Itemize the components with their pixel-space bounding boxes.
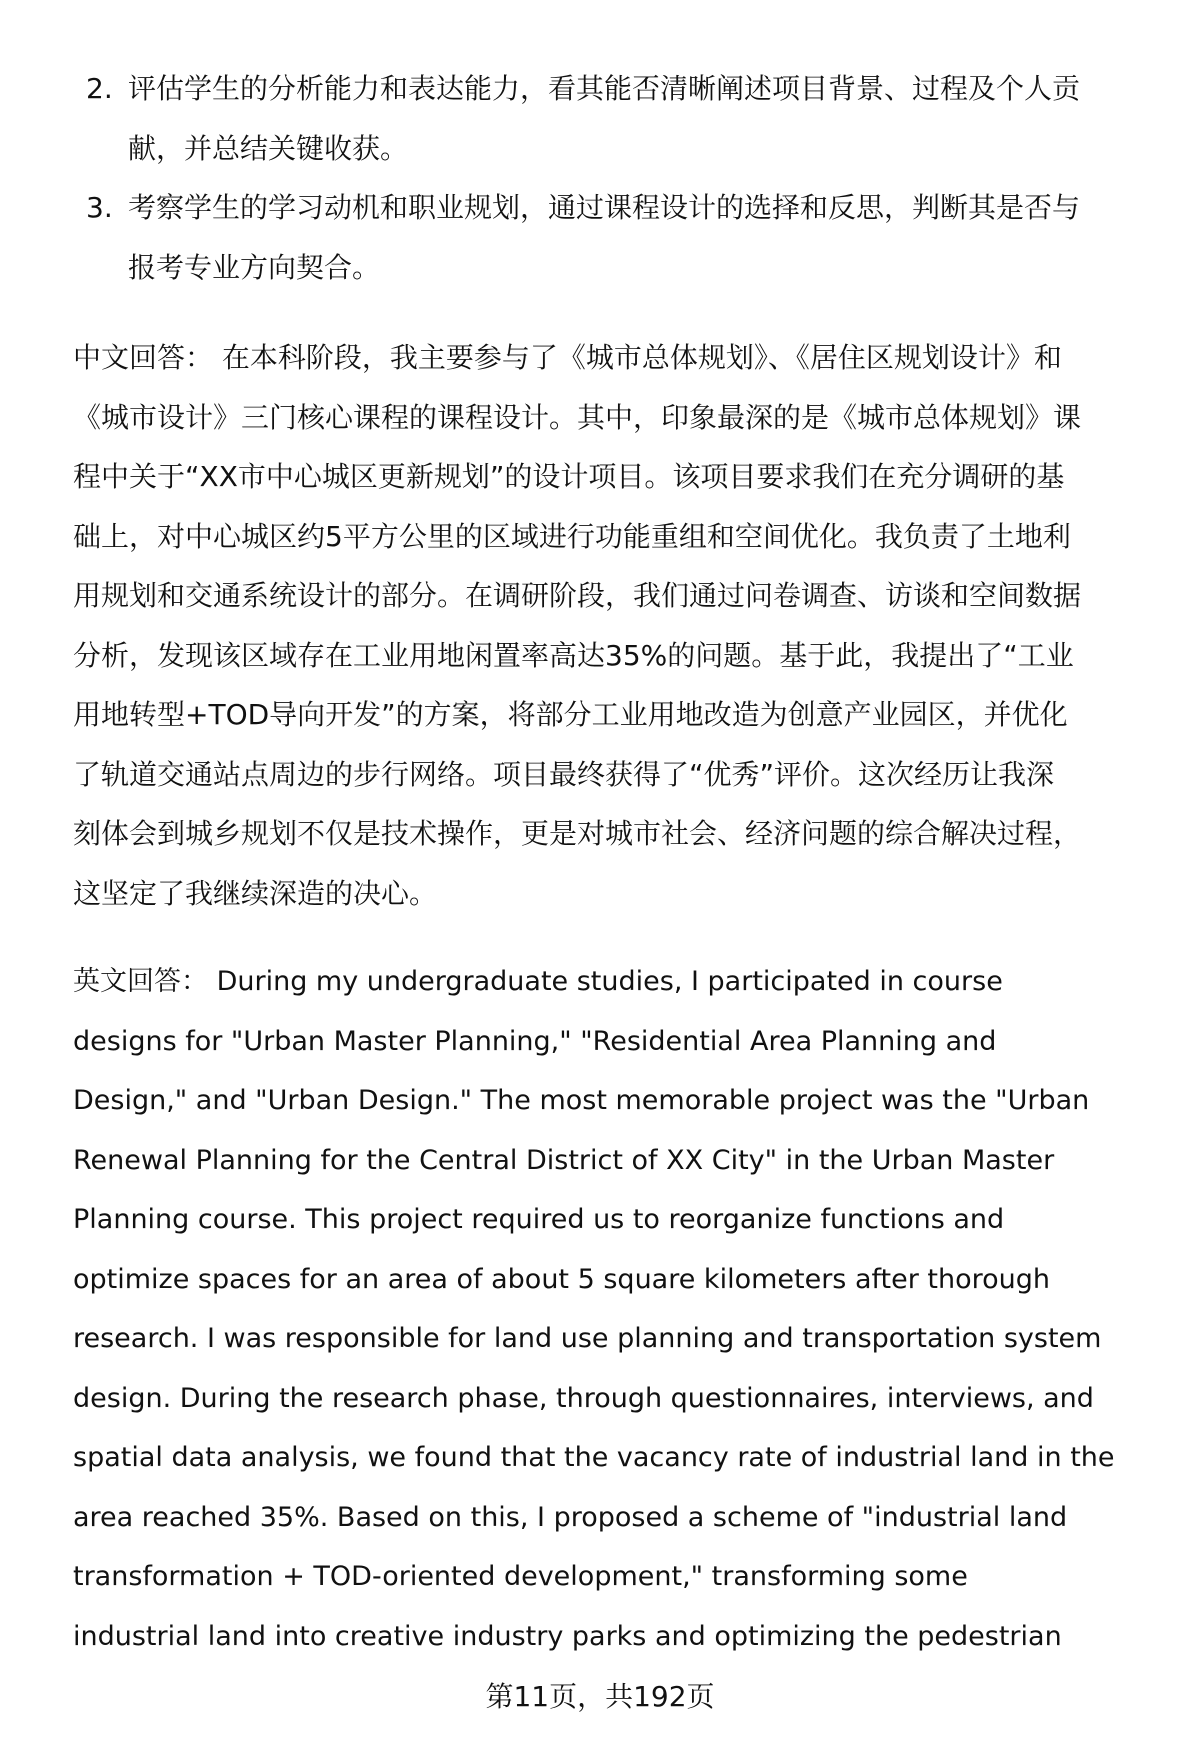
chinese-answer-line: 《城市设计》三门核心课程的课程设计。其中，印象最深的是《城市总体规划》课 (73, 400, 1082, 434)
list-item-text-line: 献，并总结关键收获。 (128, 131, 409, 165)
english-answer-line: industrial land into creative industry parks and optimizing the pedestrian (73, 1620, 1062, 1652)
english-answer-line: 英文回答： During my undergraduate studies, I participated in course (73, 966, 1003, 997)
english-answer-line: research. I was responsible for land use planning and transportation system (73, 1323, 1102, 1354)
list-item-text-line: 评估学生的分析能力和表达能力，看其能否清晰阐述项目背景、过程及个人贡 (128, 72, 1081, 105)
page-number: 第11页，共192页 (485, 1680, 715, 1713)
english-answer-line: designs for "Urban Master Planning," "Residential Area Planning and (73, 1025, 997, 1057)
english-answer-line: spatial data analysis, we found that the vacancy rate of industrial land in the (73, 1442, 1115, 1473)
chinese-answer-line: 础上，对中心城区约5平方公里的区域进行功能重组和空间优化。我负责了土地利 (73, 519, 1071, 553)
english-answer-line: Planning course. This project required us to reorganize functions and (73, 1204, 1005, 1235)
chinese-answer-line: 刻体会到城乡规划不仅是技术操作，更是对城市社会、经济问题的综合解决过程， (73, 817, 1082, 850)
english-answer-line: design. During the research phase, through questionnaires, interviews, and (73, 1382, 1094, 1414)
english-answer-line: Design," and "Urban Design." The most memorable project was the "Urban (73, 1085, 1090, 1116)
english-answer-line: area reached 35%. Based on this, I proposed a scheme of "industrial land (73, 1501, 1068, 1533)
english-answer-line: optimize spaces for an area of about 5 square kilometers after thorough (73, 1263, 1051, 1295)
chinese-answer-line: 这坚定了我继续深造的决心。 (73, 876, 438, 910)
chinese-answer-line: 分析，发现该区域存在工业用地闲置率高达35%的问题。基于此，我提出了“工业 (73, 638, 1074, 672)
chinese-answer-line: 了轨道交通站点周边的步行网络。项目最终获得了“优秀”评价。这次经历让我深 (73, 757, 1055, 791)
list-item-text-line: 报考专业方向契合。 (128, 250, 381, 284)
list-number: 3. (86, 191, 113, 224)
list-item-text-line: 考察学生的学习动机和职业规划，通过课程设计的选择和反思，判断其是否与 (128, 191, 1081, 224)
list-number: 2. (86, 72, 113, 105)
chinese-answer-line: 用地转型+TOD导向开发”的方案，将部分工业用地改造为创意产业园区，并优化 (73, 698, 1068, 731)
english-answer-line: transformation + TOD-oriented development," transforming some (73, 1561, 968, 1592)
chinese-answer-line: 程中关于“XX市中心城区更新规划”的设计项目。该项目要求我们在充分调研的基 (73, 460, 1065, 493)
english-answer-line: Renewal Planning for the Central District of XX City" in the Urban Master (73, 1144, 1055, 1176)
chinese-answer-line: 中文回答： 在本科阶段，我主要参与了《城市总体规划》、《居住区规划设计》和 (73, 341, 1062, 374)
chinese-answer-line: 用规划和交通系统设计的部分。在调研阶段，我们通过问卷调查、访谈和空间数据 (73, 579, 1082, 612)
